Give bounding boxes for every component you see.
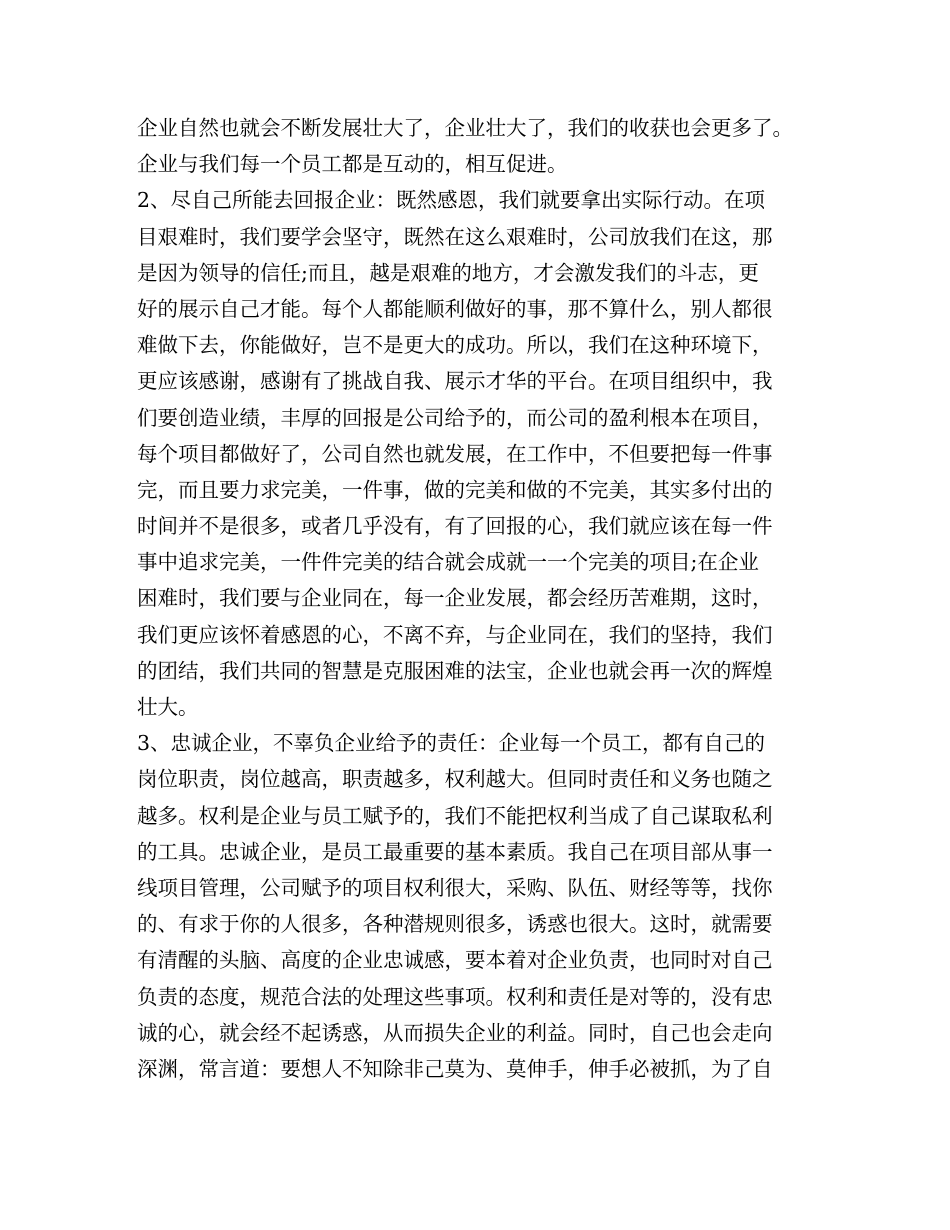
text-line: 难做下去，你能做好，岂不是更大的成功。所以，我们在这种环境下， xyxy=(137,333,773,358)
text-line: 们要创造业绩，丰厚的回报是公司给予的，而公司的盈利根本在项目， xyxy=(137,405,773,430)
text-line: 我们更应该怀着感恩的心，不离不弃，与企业同在，我们的坚持，我们 xyxy=(137,622,773,647)
text-line: 岗位职责，岗位越高，职责越多，权利越大。但同时责任和义务也随之 xyxy=(137,767,773,792)
text-line: 越多。权利是企业与员工赋予的，我们不能把权利当成了自己谋取私利 xyxy=(137,803,773,828)
text-line: 壮大。 xyxy=(137,695,199,719)
text-line: 是因为领导的信任;而且，越是艰难的地方，才会激发我们的斗志，更 xyxy=(137,260,759,285)
text-line: 诚的心，就会经不起诱惑，从而损失企业的利益。同时，自己也会走向 xyxy=(137,1020,773,1045)
text-line: 的工具。忠诚企业，是员工最重要的基本素质。我自己在项目部从事一 xyxy=(137,839,773,864)
text-line: 每个项目都做好了，公司自然也就发展，在工作中，不但要把每一件事 xyxy=(137,441,773,466)
text-line: 负责的态度，规范合法的处理这些事项。权利和责任是对等的，没有忠 xyxy=(137,984,773,1009)
text-line: 线项目管理，公司赋予的项目权利很大，采购、队伍、财经等等，找你 xyxy=(137,875,773,900)
text-line: 企业与我们每一个员工都是互动的，相互促进。 xyxy=(137,152,568,177)
text-line: 更应该感谢，感谢有了挑战自我、展示才华的平台。在项目组织中，我 xyxy=(137,369,773,394)
text-line: 事中追求完美，一件件完美的结合就会成就一一个完美的项目;在企业 xyxy=(137,550,759,575)
text-line: 企业自然也就会不断发展壮大了，企业壮大了，我们的收获也会更多了。 xyxy=(137,116,793,140)
text-line: 困难时，我们要与企业同在，每一企业发展，都会经历苦难期，这时， xyxy=(137,586,773,611)
text-line: 有清醒的头脑、高度的企业忠诚感，要本着对企业负责，也同时对自己 xyxy=(137,948,773,973)
text-line: 的、有求于你的人很多，各种潜规则很多，诱惑也很大。这时，就需要 xyxy=(137,912,773,937)
body-text xyxy=(137,110,827,1087)
text-line: 的团结，我们共同的智慧是克服困难的法宝，企业也就会再一次的辉煌 xyxy=(137,658,773,683)
text-line: 2、尽自己所能去回报企业：既然感恩，我们就要拿出实际行动。在项 xyxy=(137,188,766,213)
text-line: 3、忠诚企业，不辜负企业给予的责任：企业每一个员工，都有自己的 xyxy=(137,731,766,756)
text-line: 好的展示自己才能。每个人都能顺利做好的事，那不算什么，别人都很 xyxy=(137,296,773,321)
text-line: 完，而且要力求完美，一件事，做的完美和做的不完美，其实多付出的 xyxy=(137,477,773,502)
text-line: 时间并不是很多，或者几乎没有，有了回报的心，我们就应该在每一件 xyxy=(137,514,773,539)
text-line: 深渊，常言道：要想人不知除非己莫为、莫伸手，伸手必被抓，为了自 xyxy=(137,1056,773,1081)
text-line: 目艰难时，我们要学会坚守，既然在这么艰难时，公司放我们在这，那 xyxy=(137,224,773,249)
